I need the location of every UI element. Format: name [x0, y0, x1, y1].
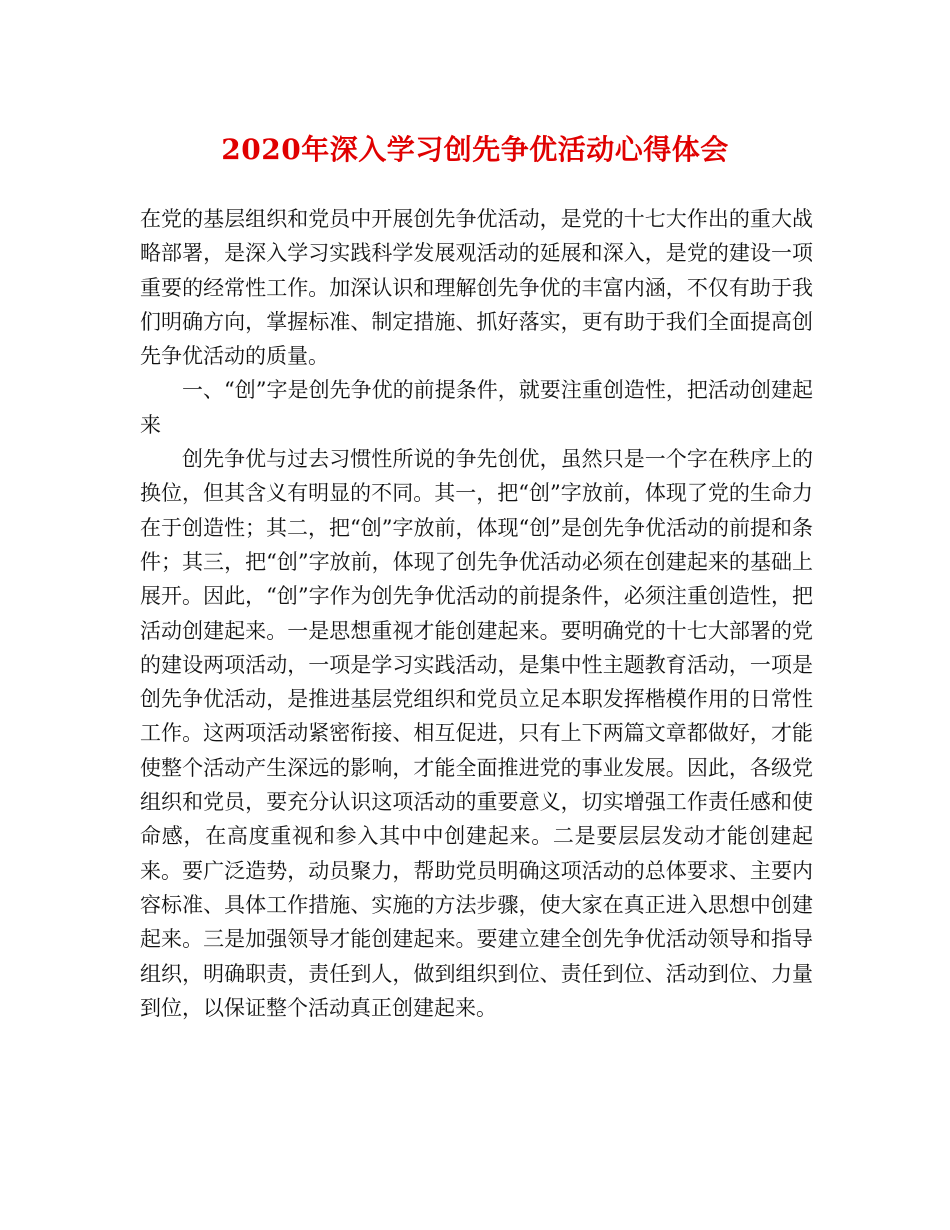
document-body [140, 202, 813, 1025]
paragraph-intro: 在党的基层组织和党员中开展创先争优活动，是党的十七大作出的重大战略部署，是深入学习实践科学发展观活动的延展和深入，是党的建设一项重要的经常性工作。加深认识和理解创先争优的丰富内涵，不仅有助于我们明确方向，掌握标准、制定措施、抓好落实，更有助于我们全面提高创先争优活动的质量。 [140, 207, 813, 369]
section-heading-1: 一、“创”字是创先争优的前提条件，就要注重创造性，把活动创建起来 [140, 378, 813, 437]
paragraph-section-1: 创先争优与过去习惯性所说的争先创优，虽然只是一个字在秩序上的换位，但其含义有明显的不同。其一，把“创”字放前，体现了党的生命力在于创造性；其二，把“创”字放前，体现“创”是创先争优活动的前提和条件；其三，把“创”字放前，体现了创先争优活动必须在创建起来的基础上展开。因此，“创”字作为创先争优活动的前提条件，必须注重创造性，把活动创建起来。一是思想重视才能创建起来。要明确党的十七大部署的党的建设两项活动，一项是学习实践活动，是集中性主题教育活动，一项是创先争优活动，是推进基层党组织和党员立足本职发挥楷模作用的日常性工作。这两项活动紧密衔接、相互促进，只有上下两篇文章都做好，才能使整个活动产生深远的影响，才能全面推进党的事业发展。因此，各级党组织和党员，要充分认识这项活动的重要意义，切实增强工作责任感和使命感，在高度重视和参入其中中创建起来。二是要层层发动才能创建起来。要广泛造势，动员聚力，帮助党员明确这项活动的总体要求、主要内容标准、具体工作措施、实施的方法步骤，使大家在真正进入思想中创建起来。三是加强领导才能创建起来。要建立建全创先争优活动领导和指导组织，明确职责，责任到人，做到组织到位、责任到位、活动到位、力量到位，以保证整个活动真正创建起来。 [140, 447, 813, 1020]
document-title: 2020年深入学习创先争优活动心得体会 [221, 133, 729, 166]
